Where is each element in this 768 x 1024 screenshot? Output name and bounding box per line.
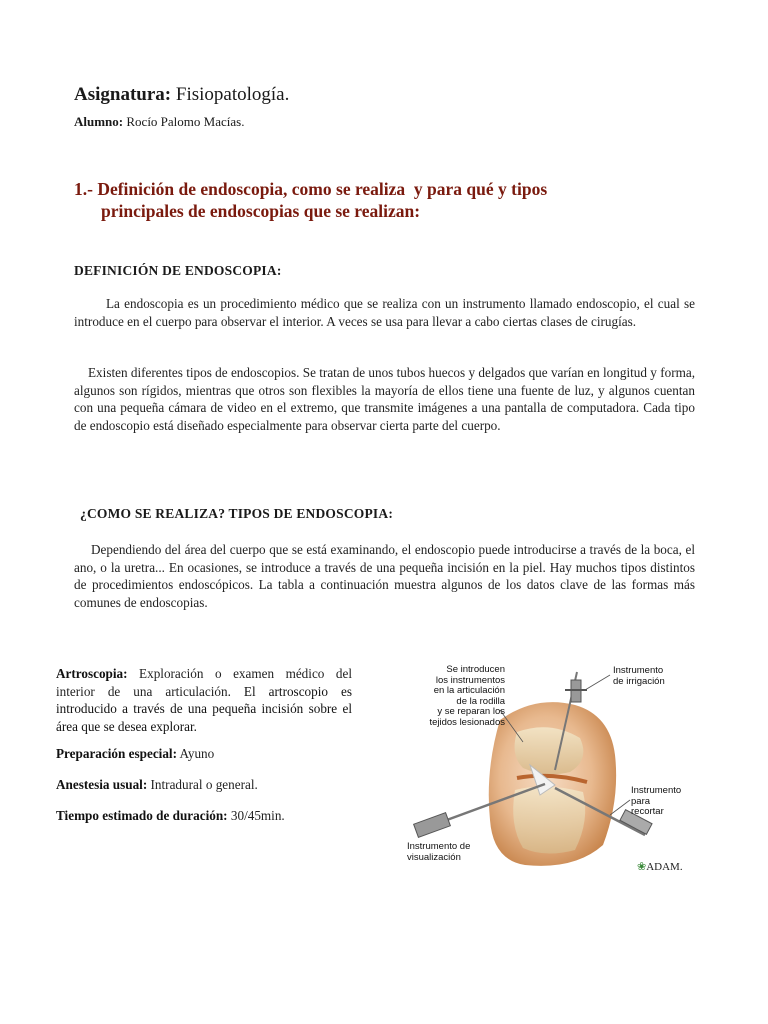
label-cut-line: recortar: [631, 806, 664, 817]
section-heading-how: ¿COMO SE REALIZA? TIPOS DE ENDOSCOPIA:: [80, 506, 394, 521]
subject-line: [74, 84, 289, 106]
label-main-line: Se introducen: [446, 664, 505, 675]
label-main-line: y se reparan los: [437, 706, 505, 717]
label-irrigation-line: de irrigación: [613, 675, 665, 687]
anesthesia-value: Intradural o general.: [147, 777, 258, 792]
student-label: Alumno:: [74, 114, 124, 129]
pointer-irrigation: [585, 675, 610, 690]
label-view-line: visualización: [407, 851, 461, 863]
arthroscopy-description: [56, 665, 352, 735]
label-irrigation: [613, 666, 665, 687]
label-main-line: de la rodilla: [456, 695, 505, 707]
anesthesia-line: [56, 777, 258, 793]
prep-line: [56, 746, 214, 762]
arthroscopy-text-a: Exploración o examen médico del interior de una articulación: [56, 666, 352, 699]
adam-leaf-icon: ❀: [637, 861, 647, 873]
duration-line: [56, 808, 285, 824]
subject-label: Asignatura:: [74, 84, 172, 105]
definition-paragraph-2: Existen diferentes tipos de endoscopios. Se tratan de unos tubos huecos y delgados que varían en longitud y forma, algunos son rígidos, mientras que otros son flexibles la mayoría de ellos tiene una fuente de luz, y algunos cuentan con una pequeña cámara de video en el extremo, que transmite imágenes a una pantalla de computadora. Cada tipo de endoscopio está diseñado especialmente para observar cierta parte del cuerpo.: [74, 365, 695, 433]
question-line-2: principales de endoscopias que se realizan:: [101, 201, 421, 221]
label-cut-line: para: [631, 795, 651, 807]
label-main-line: tejidos lesionados: [429, 716, 505, 728]
section-heading-definition: DEFINICIÓN DE ENDOSCOPIA:: [74, 263, 282, 278]
label-cut-line: Instrumento: [631, 785, 682, 796]
arthroscopy-label: Artroscopia:: [56, 666, 128, 681]
arthroscopy-illustration: [405, 660, 700, 875]
subject-value: Fisiopatología.: [175, 84, 290, 105]
prep-value: Ayuno: [176, 746, 215, 761]
prep-label: Preparación especial:: [56, 746, 177, 761]
adam-logo-text: ADAM.: [646, 861, 683, 873]
label-cut: [631, 786, 681, 818]
student-value: Rocío Palomo Macías.: [126, 114, 245, 129]
anesthesia-label: Anestesia usual:: [56, 777, 148, 792]
duration-value: 30/45min.: [227, 808, 285, 823]
student-line: [74, 114, 244, 130]
label-view-line: Instrumento de: [407, 841, 471, 852]
adam-logo: [637, 860, 683, 873]
label-main-line: los instrumentos: [435, 674, 505, 686]
femur-bone: [515, 727, 584, 774]
definition-paragraph-1: La endoscopia es un procedimiento médico que se realiza con un instrumento llamado endoscopio, el cual se introduce en el cuerpo para observar el interior. A veces se usa para llevar a cabo ciertas clases de cirugías.: [74, 296, 695, 329]
viewing-scope: [414, 813, 451, 838]
label-irrigation-line: Instrumento: [613, 665, 664, 676]
how-paragraph: Dependiendo del área del cuerpo que se está examinando, el endoscopio puede introducirse a través de la boca, el ano, o la uretra... En ocasiones, se introduce a través de una pequeña incisión en la piel. Hay muchos tipos distintos de procedimientos endoscópicos. La tabla a continuación muestra algunos de los datos clave de las formas más comunes de endoscopias.: [74, 542, 695, 610]
question-line-1: 1.- Definición de endoscopia, como se realiza y para qué y tipos: [74, 179, 548, 199]
tibia-bone: [513, 786, 585, 853]
label-main: [405, 665, 505, 728]
label-main-line: en la articulación: [433, 685, 505, 696]
label-view: [407, 842, 470, 863]
arthroscopy-text-b: . El artroscopio es introducido a través de una pequeña incisión sobre el área que se desea explorar.: [56, 683, 352, 734]
duration-label: Tiempo estimado de duración:: [56, 808, 228, 823]
question-title: [74, 178, 674, 222]
